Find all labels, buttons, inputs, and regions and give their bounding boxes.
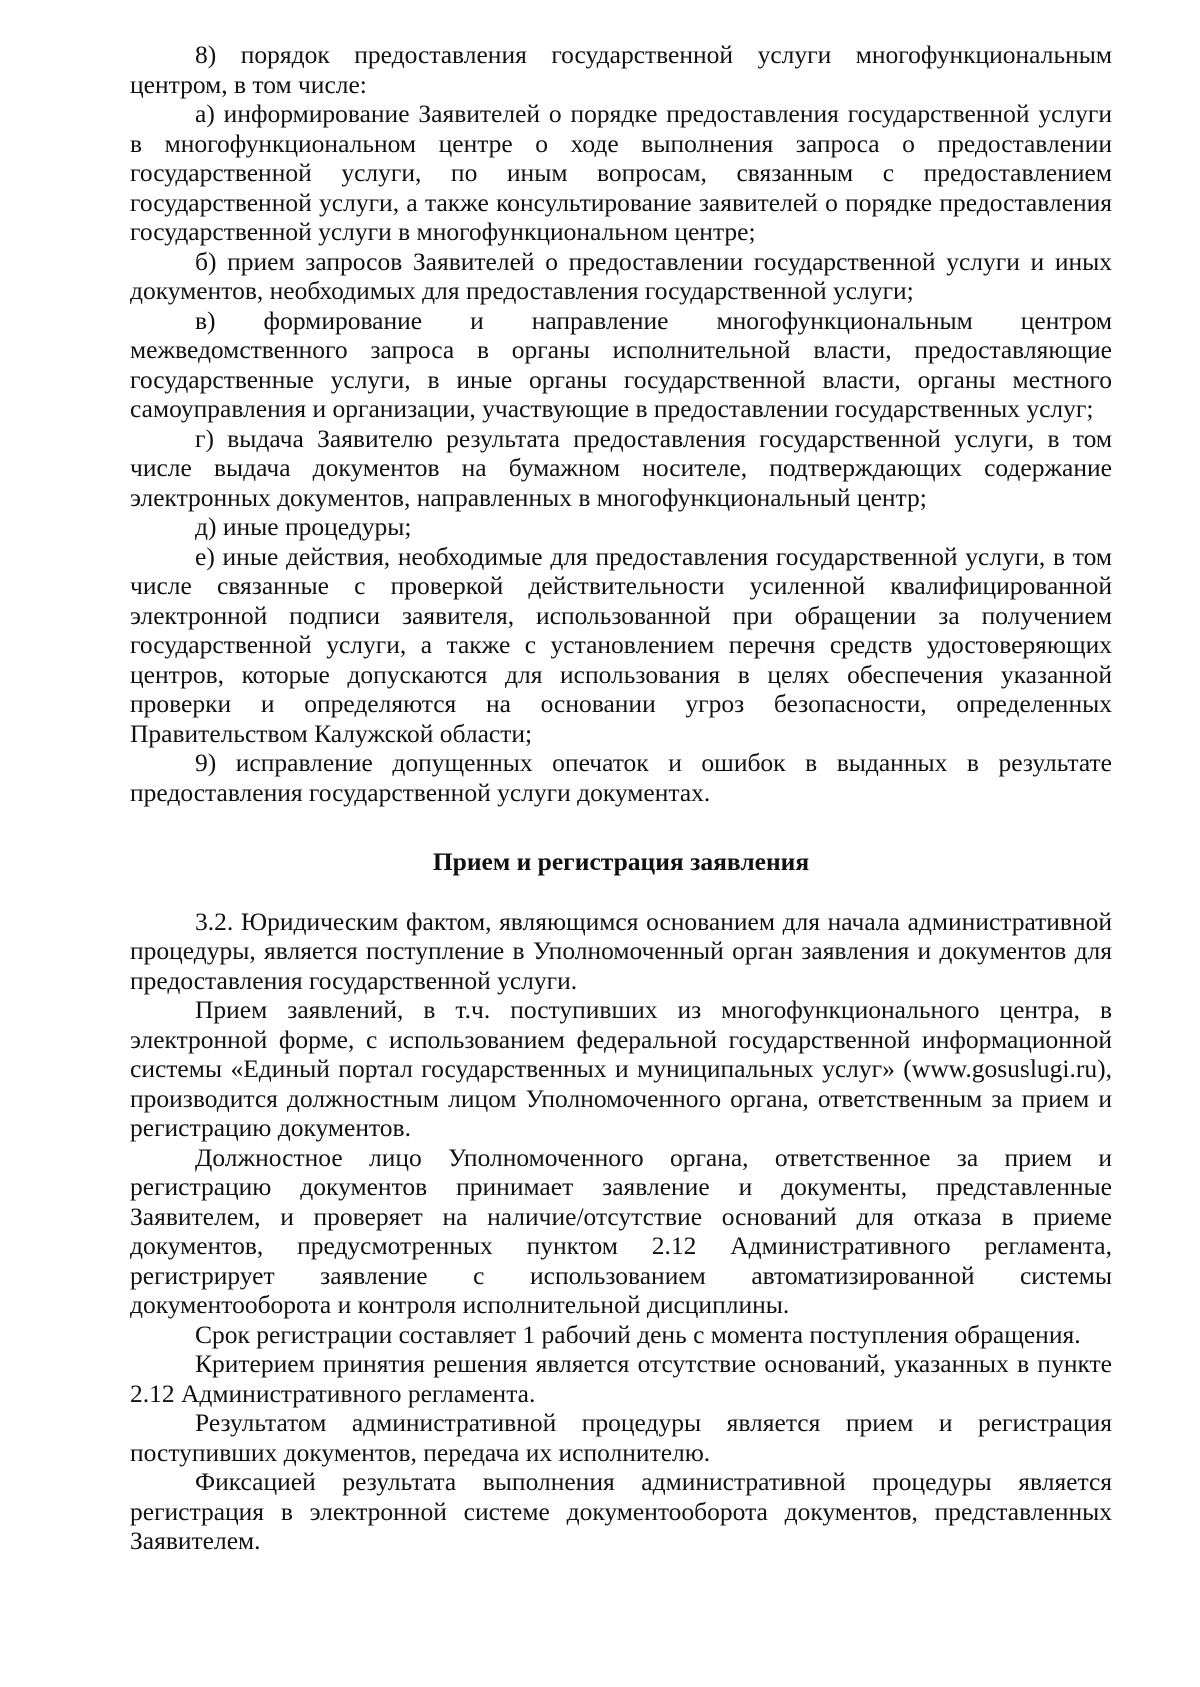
paragraph-subitem-d: д) иные процедуры;	[195, 512, 412, 541]
paragraph-subitem-b: б) прием запросов Заявителей о предоставлении государственной услуги и иных документов, необходимых для предоставления государственной услуги;	[130, 246, 1112, 305]
paragraph-result: Результатом административной процедуры является прием и регистрация поступивших документов, передача их исполнителю.	[130, 1408, 1112, 1467]
paragraph-fixation: Фиксацией результата выполнения административной процедуры является регистрация в электронной системе документооборота документов, представленных Заявителем.	[130, 1467, 1112, 1555]
paragraph-subitem-e: е) иные действия, необходимые для предоставления государственной услуги, в том числе связанные с проверкой действительности усиленной квалифицированной электронной подписи заявителя, использованной при обращении за получением государственной услуги, а также с установлением перечня средств удостоверяющих центров, которые допускаются для использования в целях обеспечения указанной проверки и определяются на основании угроз безопасности, определенных Правительством Калужской области;	[130, 541, 1112, 748]
paragraph-item-8: 8) порядок предоставления государственной услуги многофункциональным центром, в том числе:	[130, 40, 1112, 99]
paragraph-3-2: 3.2. Юридическим фактом, являющимся основанием для начала административной процедуры, является поступление в Уполномоченный орган заявления и документов для предоставления государственной услуги.	[130, 906, 1112, 995]
paragraph-reception: Прием заявлений, в т.ч. поступивших из многофункционального центра, в электронной форме, с использованием федеральной государственной информационной системы «Единый портал государственных и муниципальных услуг» (www.gosuslugi.ru), производится должностным лицом Уполномоченного органа, ответственным за прием и регистрацию документов.	[130, 995, 1112, 1142]
paragraph-subitem-a: а) информирование Заявителей о порядке предоставления государственной услуги в многофункциональном центре о ходе выполнения запроса о предоставлении государственной услуги, по иным вопросам, связанным с предоставлением государственной услуги, а также консультирование заявителей о порядке предоставления государственной услуги в многофункциональном центре;	[130, 99, 1112, 246]
spacer	[130, 877, 1112, 907]
paragraph-item-9: 9) исправление допущенных опечаток и ошибок в выданных в результате предоставления государственной услуги документах.	[130, 748, 1112, 807]
paragraph-deadline: Срок регистрации составляет 1 рабочий день с момента поступления обращения.	[195, 1319, 1081, 1349]
paragraph-subitem-v: в) формирование и направление многофункциональным центром межведомственного запроса в органы исполнительной власти, предоставляющие государственные услуги, в иные органы государственной власти, органы местного самоуправления и организации, участвующие в предоставлении государственных услуг;	[130, 305, 1112, 423]
spacer	[130, 807, 1112, 847]
paragraph-subitem-g: г) выдача Заявителю результата предоставления государственной услуги, в том числе выдача документов на бумажном носителе, подтверждающих содержание электронных документов, направленных в многофункциональный центр;	[130, 423, 1112, 512]
paragraph-official: Должностное лицо Уполномоченного органа, ответственное за прием и регистрацию документов принимает заявление и документы, представленные Заявителем, и проверяет на наличие/отсутствие оснований для отказа в приеме документов, предусмотренных пунктом 2.12 Административного регламента, регистрирует заявление с использованием автоматизированной системы документооборота и контроля исполнительной дисциплины.	[130, 1142, 1112, 1319]
paragraph-criterion: Критерием принятия решения является отсутствие оснований, указанных в пункте 2.12 Административного регламента.	[130, 1349, 1112, 1408]
document-page	[130, 40, 1112, 1556]
section-heading: Прием и регистрация заявления	[432, 847, 810, 876]
